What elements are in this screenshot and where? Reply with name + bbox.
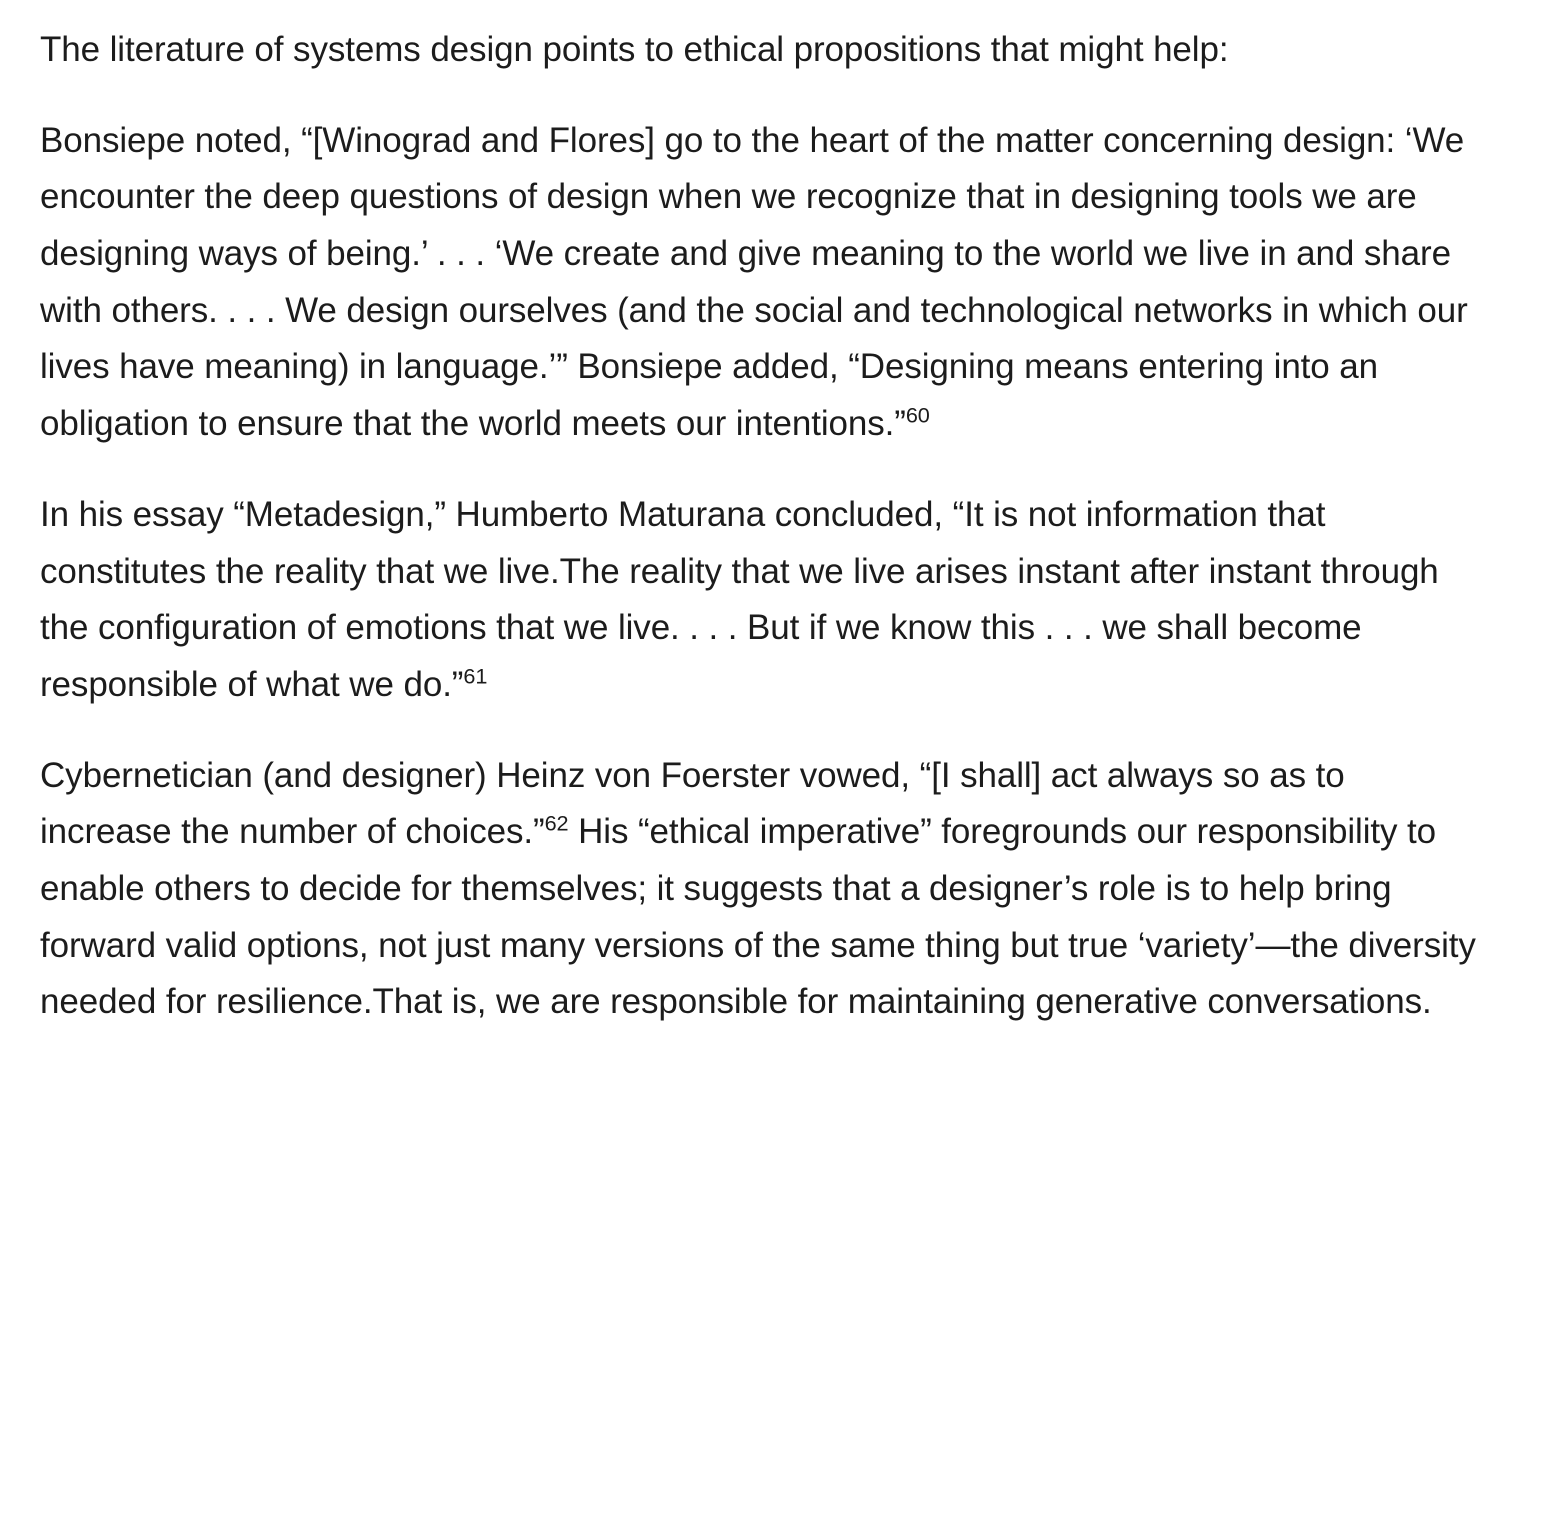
paragraph-von-foerster	[40, 748, 1482, 1031]
footnote-reference-61[interactable]: 61	[463, 663, 488, 689]
paragraph-bonsiepe	[40, 113, 1482, 453]
footnote-reference-60[interactable]: 60	[905, 402, 930, 428]
footnote-reference-62[interactable]: 62	[544, 810, 569, 836]
paragraph-intro: The literature of systems design points to ethical propositions that might help:	[40, 30, 1229, 69]
paragraph-maturana-text: In his essay “Metadesign,” Humberto Maturana concluded, “It is not information that constitutes the reality that we live.The reality that we live arises instant after instant through the configuration of emotions that we live. . . . But if we know this . . . we shall become responsible of what we do.”	[40, 494, 1439, 704]
paragraph-maturana	[40, 487, 1460, 714]
paragraph-bonsiepe-text: Bonsiepe noted, “[Winograd and Flores] go to the heart of the matter concerning design: ‘We encounter the deep questions of design when we recognize that in designing tools we are designing ways of being.’ . . . ‘We create and give meaning to the world we live in and share with others. . . . We design ourselves (and the social and technological networks in which our lives have meaning) in language.’” Bonsiepe added, “Designing means entering into an obligation to ensure that the world meets our intentions.”	[40, 120, 1468, 444]
paragraph-von-foerster-text: Cybernetician (and designer) Heinz von Foerster vowed, “[I shall] act always so as to increase the number of choices.”	[40, 755, 1345, 852]
paragraph-von-foerster-text-after: His “ethical imperative” foregrounds our responsibility to enable others to decide for themselves; it suggests that a designer’s role is to help bring forward valid options, not just many versions of the same thing but true ‘variety’—the diversity needed for resilience.That is, we are responsible for maintaining generative conversations.	[40, 812, 1476, 1022]
